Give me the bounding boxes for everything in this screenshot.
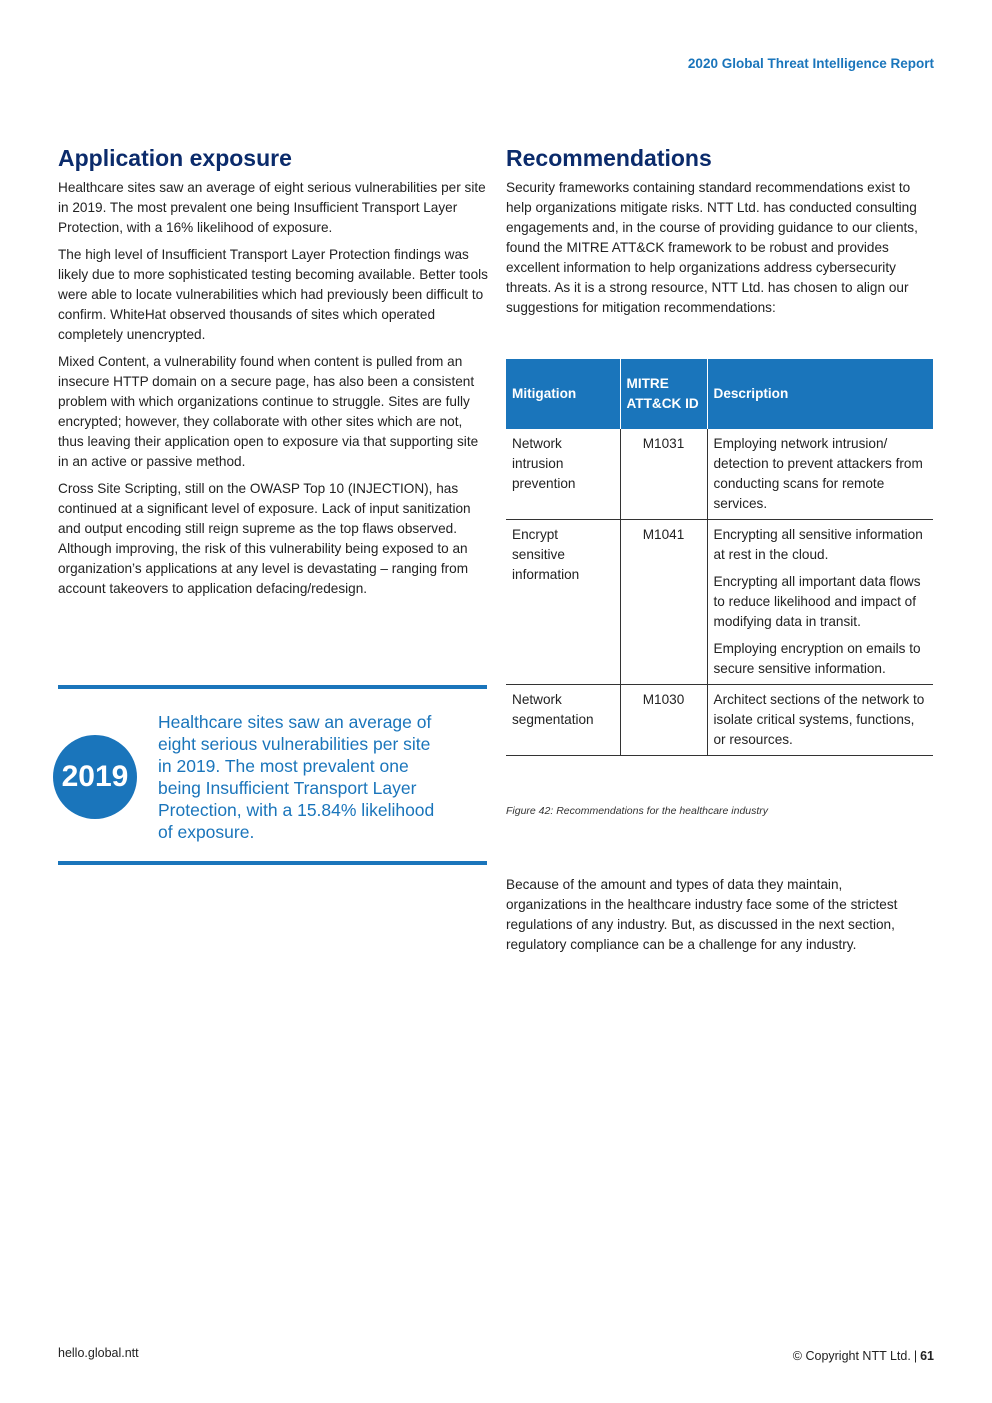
table-row xyxy=(506,429,933,520)
report-title: 2020 Global Threat Intelligence Report xyxy=(687,56,934,71)
description-cell xyxy=(707,429,933,520)
mitre-id-cell: M1030 xyxy=(620,685,707,756)
section-heading-recommendations: Recommendations xyxy=(506,145,712,171)
paragraph: Cross Site Scripting, still on the OWASP Top 10 (INJECTION), has continued at a significant level of exposure. Lack of input sanitization and output encoding still reign supreme as the top flaws observed. Although improving, the risk of this vulnerability being exposed to an organization’s applications at any level is devastating – ranging from account takeovers to application defacing/redesign. xyxy=(58,481,471,596)
mitigation-cell: Network segmentation xyxy=(506,685,620,756)
page-number: 61 xyxy=(920,1349,934,1363)
figure-caption: Figure 42: Recommendations for the healthcare industry xyxy=(506,805,769,817)
column-header-mitigation: Mitigation xyxy=(506,359,620,429)
footer-copyright xyxy=(793,1349,934,1363)
footer-separator: | xyxy=(913,1349,918,1363)
column-header-description: Description xyxy=(707,359,933,429)
table-row xyxy=(506,685,933,756)
recommendations-table xyxy=(506,359,933,756)
recommendations-intro: Security frameworks containing standard recommendations exist to help organizations mitigate risks. NTT Ltd. has conducted consulting engagements and, in the course of providing guidance to our clients, found the MITRE ATT&CK framework to be robust and provides excellent information to help organizations address cybersecurity threats. As it is a strong resource, NTT Ltd. has chosen to align our suggestions for mitigation recommendations: xyxy=(506,180,918,315)
callout-text: Healthcare sites saw an average of eight serious vulnerabilities per site in 2019. The most prevalent one being Insufficient Transport Layer Protection, with a 15.84% likelihood of exposure. xyxy=(158,712,435,842)
year-badge: 2019 xyxy=(53,735,137,819)
table-header-row xyxy=(506,359,933,429)
stat-callout xyxy=(58,685,487,865)
paragraph: Healthcare sites saw an average of eight serious vulnerabilities per site in 2019. The most prevalent one being Insufficient Transport Layer Protection, with a 16% likelihood of exposure. xyxy=(58,180,486,235)
description-text: Encrypting all sensitive information at rest in the cloud. xyxy=(713,527,923,562)
description-cell xyxy=(707,685,933,756)
description-cell xyxy=(707,520,933,685)
recommendations-section xyxy=(506,144,934,325)
description-text: Encrypting all important data flows to reduce likelihood and impact of modifying data in transit. xyxy=(713,574,921,629)
table-row xyxy=(506,520,933,685)
paragraph: Mixed Content, a vulnerability found when content is pulled from an insecure HTTP domain on a secure page, has also been a consistent problem with which organizations continue to struggle. Sites are fully encrypted; however, they collaborate with other sites which are not, thus leaving their application open to exposure via that supporting site in an active or passive method. xyxy=(58,354,479,469)
mitre-id-cell: M1031 xyxy=(620,429,707,520)
description-text: Architect sections of the network to isolate critical systems, functions, or resources. xyxy=(713,692,925,747)
mitre-id-cell: M1041 xyxy=(620,520,707,685)
column-header-mitre-id: MITRE ATT&CK ID xyxy=(620,359,707,429)
mitigation-cell: Encrypt sensitive information xyxy=(506,520,620,685)
paragraph: The high level of Insufficient Transport Layer Protection findings was likely due to more sophisticated testing becoming available. Better tools were able to locate vulnerabilities which had previously been difficult to confirm. WhiteHat observed thousands of sites which operated completely unencrypted. xyxy=(58,247,488,342)
closing-paragraph: Because of the amount and types of data they maintain, organizations in the healthcare industry face some of the strictest regulations of any industry. But, as discussed in the next section, regulatory compliance can be a challenge for any industry. xyxy=(506,877,898,952)
section-heading-application-exposure: Application exposure xyxy=(58,145,292,171)
mitigation-cell: Network intrusion prevention xyxy=(506,429,620,520)
copyright-text: © Copyright NTT Ltd. xyxy=(792,1349,911,1363)
description-text: Employing network intrusion/ detection to prevent attackers from conducting scans for remote services. xyxy=(713,436,923,511)
footer-website-link[interactable]: hello.global.ntt xyxy=(58,1346,139,1360)
description-text: Employing encryption on emails to secure sensitive information. xyxy=(713,641,921,676)
application-exposure-section xyxy=(58,144,488,606)
